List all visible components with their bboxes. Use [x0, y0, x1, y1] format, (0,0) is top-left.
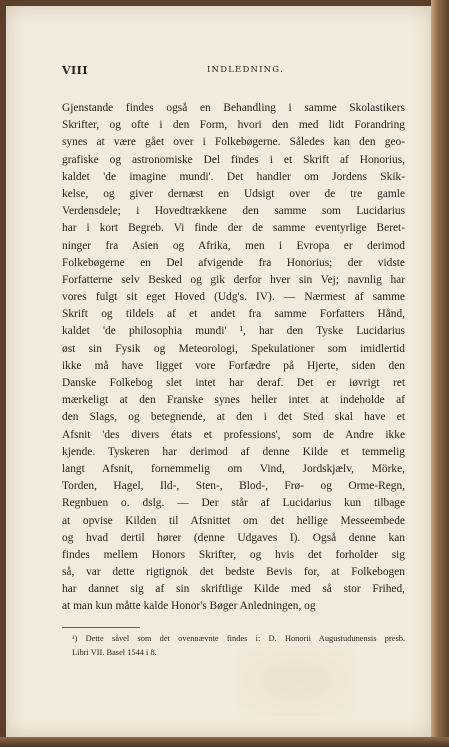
- text-line: kaldet 'de philosophia mundi' ¹, har den Tyske Lucidarius: [62, 325, 405, 338]
- text-line: kaldet 'de imagine mundi'. Det handler om Jordens Skik-: [62, 170, 405, 183]
- text-line: ikke må have ligget vore Forfædre på Hjerte, siden den: [62, 359, 405, 372]
- text-line: mærkeligt at den Franske synes heller intet at indeholde af: [62, 394, 405, 407]
- paper-stain: [236, 646, 356, 716]
- page-edge: [431, 0, 449, 747]
- text-line: grafiske og astronomiske Del findes i et Skrift af Honorius,: [62, 153, 405, 166]
- text-line: har dannet sig af sin skriftlige Kilde med så stor Frihed,: [62, 583, 405, 596]
- text-line: Gjenstande findes også en Behandling i samme Skolastikers: [62, 102, 405, 114]
- text-line: Folkebøgerne en Del afvigende fra Honorius; der vidste: [62, 256, 405, 269]
- text-line: Afsnit 'des divers états et professions', som de Andre ikke: [62, 428, 405, 441]
- body-text: [62, 100, 405, 616]
- text-line: kjende. Tyskeren har derimod af denne Kilde et temmelig: [62, 445, 405, 458]
- page-number: VIII: [62, 64, 88, 77]
- text-line: har i kort Begreb. Vi finde der de samme eventyrlige Beret-: [62, 222, 405, 235]
- text-line: vores fulgt sit eget Hoved (Udg's. IV). — Nærmest af samme: [62, 291, 405, 304]
- text-line: Regnbuen o. dslg. — Der står af Lucidarius kun tilbage: [62, 497, 405, 510]
- text-line: den Slags, og betegnende, at den i det Sted skal have et: [62, 411, 405, 424]
- footnote-rule: [62, 627, 140, 628]
- page-bottom-edge: [0, 737, 449, 747]
- text-line: øst sin Fysik og Meteorologi, Spekulationer som imidlertid: [62, 342, 405, 355]
- text-line: synes at være gået over i Folkebøgerne. Således kan den geo-: [62, 136, 405, 149]
- footnote-line: Libri VII. Basel 1544 i 8.: [72, 648, 157, 657]
- book-page: [6, 6, 431, 737]
- text-line: ninger fra Asien og Afrika, men i Evropa er derimod: [62, 239, 405, 252]
- text-line: langt Afsnit, fornemmelig om Vind, Jordskjælv, Mörke,: [62, 462, 405, 475]
- text-line: Skrift og tildels af et andet fra samme Forfatters Hånd,: [62, 308, 405, 321]
- text-line: Danske Folkebog slet intet har deraf. Det er iøvrigt ret: [62, 377, 405, 389]
- text-line: at opvise Kilden til Afsnittet om det hellige Messeembede: [62, 514, 405, 527]
- footnote-line: ¹) Dette såvel som det ovennævnte findes i: D. Honorii Augustudunensis presb.: [72, 634, 405, 643]
- text-line: og hvad dertil hører (denne Udgaves I). Også denne kan: [62, 531, 405, 544]
- text-line: Verdensdele; i Hovedtrækkene den samme som Lucidarius: [62, 205, 405, 218]
- running-title: INDLEDNING.: [207, 65, 284, 75]
- text-line: så, var dette rigtignok det bedste Bevis for, at Folkebogen: [62, 566, 405, 579]
- text-line: kelse, og giver dernæst en Udsigt over de tre gamle: [62, 187, 405, 200]
- text-line: findes mellem Honors Skrifter, og hvis det forholder sig: [62, 548, 405, 561]
- text-line: at man kun måtte kalde Honor's Bøger Anledningen, og: [62, 600, 316, 613]
- text-line: Skrifter, og ofte i den Form, hvori den med lidt Forandring: [62, 119, 405, 132]
- text-line: Torden, Hagel, Ild-, Sten-, Blod-, Frø- og Orme-Regn,: [62, 480, 405, 493]
- text-line: Forfatterne selv Besked og gik derfor hver sin Vej; navnlig har: [62, 273, 405, 286]
